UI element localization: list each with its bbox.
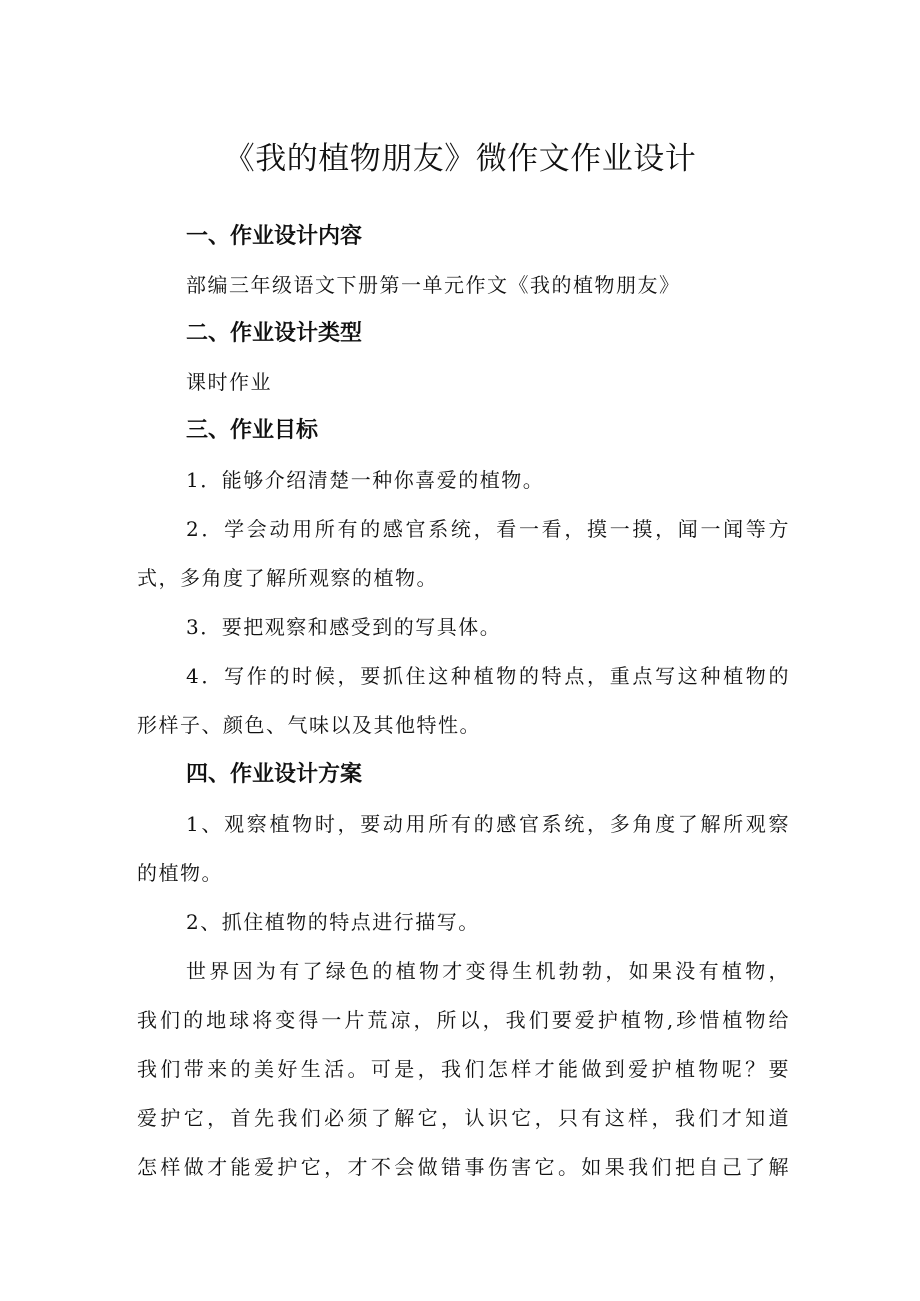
- list-item: 3．要把观察和感受到的写具体。: [186, 615, 502, 639]
- list-item: 1、观察植物时，要动用所有的感官系统，多角度了解所观察: [186, 812, 790, 836]
- list-item: 4．写作的时候，要抓住这种植物的特点，重点写这种植物的: [186, 664, 790, 688]
- paragraph-line: 世界因为有了绿色的植物才变得生机勃勃，如果没有植物，: [186, 959, 790, 983]
- section-heading-goals: 三、作业目标: [186, 418, 319, 443]
- paragraph-line: 部编三年级语文下册第一单元作文《我的植物朋友》: [186, 273, 681, 297]
- paragraph-line: 课时作业: [186, 370, 272, 394]
- list-item-continuation: 形样子、颜色、气味以及其他特性。: [137, 713, 481, 737]
- list-item: 2．学会动用所有的感官系统，看一看，摸一摸，闻一闻等方: [186, 517, 790, 541]
- section-heading-plan: 四、作业设计方案: [186, 762, 363, 787]
- section-heading-content: 一、作业设计内容: [186, 224, 363, 249]
- list-item-continuation: 式，多角度了解所观察的植物。: [137, 566, 438, 590]
- paragraph-line: 怎样做才能爱护它，才不会做错事伤害它。如果我们把自己了解: [137, 1155, 790, 1179]
- section-heading-type: 二、作业设计类型: [186, 321, 363, 346]
- document-title: 《我的植物朋友》微作文作业设计: [223, 141, 697, 177]
- paragraph-line: 我们带来的美好生活。可是，我们怎样才能做到爱护植物呢？要: [137, 1057, 790, 1081]
- list-item: 1．能够介绍清楚一种你喜爱的植物。: [186, 468, 545, 492]
- paragraph-line: 爱护它，首先我们必须了解它，认识它，只有这样，我们才知道: [137, 1106, 790, 1130]
- list-item-continuation: 的植物。: [137, 861, 223, 885]
- list-item: 2、抓住植物的特点进行描写。: [186, 910, 480, 934]
- paragraph-line: 我们的地球将变得一片荒凉，所以，我们要爱护植物,珍惜植物给: [137, 1008, 790, 1032]
